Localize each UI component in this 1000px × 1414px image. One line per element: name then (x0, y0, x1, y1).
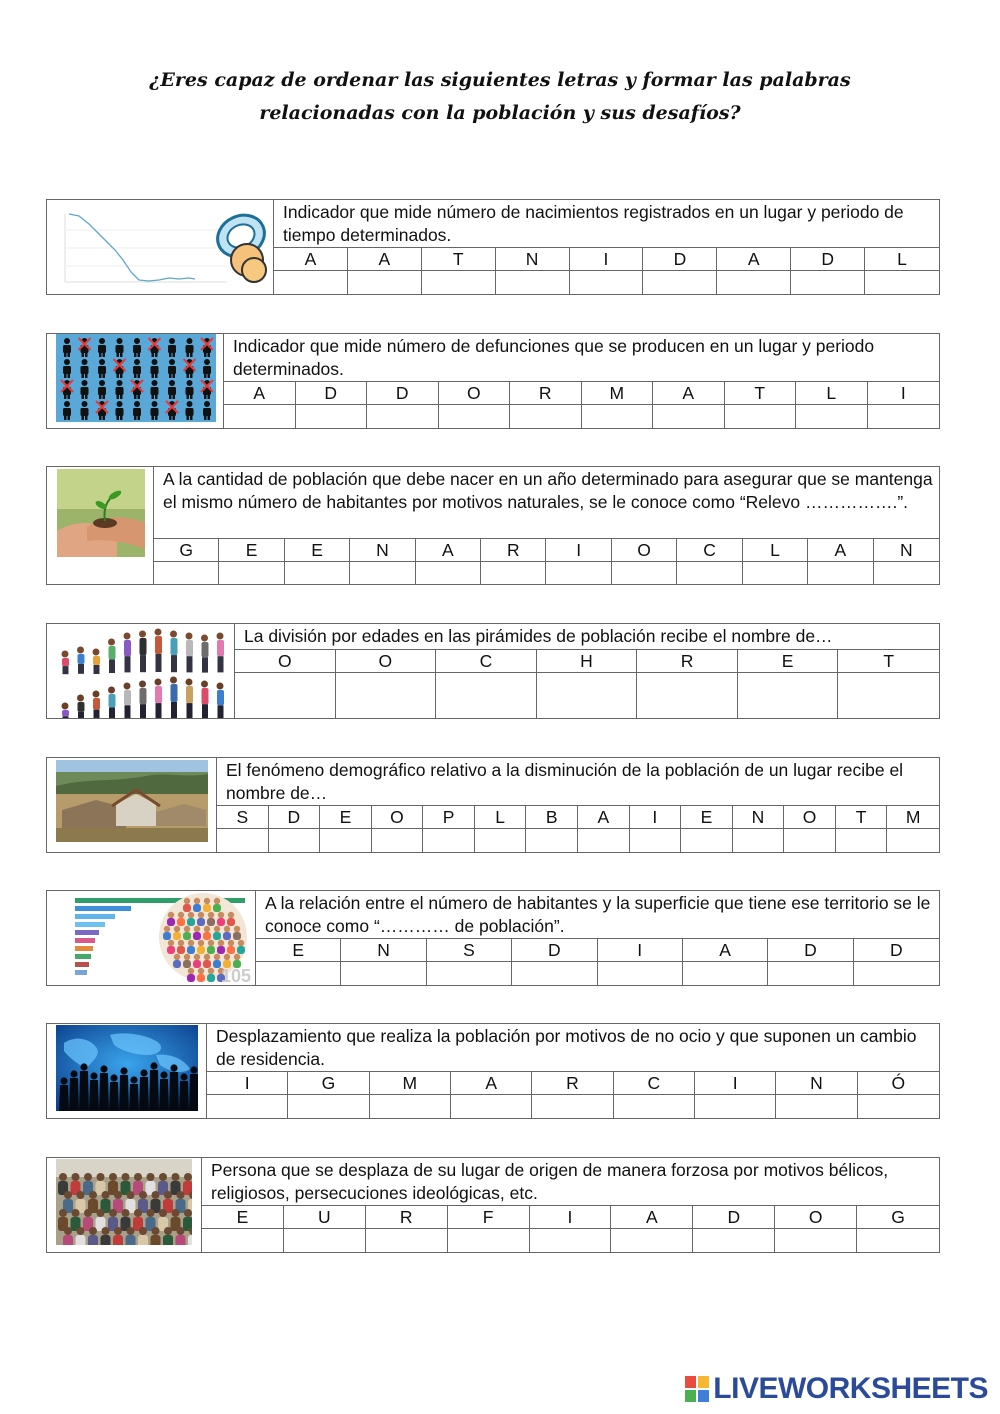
answer-cell[interactable] (439, 404, 511, 428)
title-line-2: relacionadas con la población y sus desafíos? (259, 102, 741, 124)
answer-cell[interactable] (598, 961, 683, 985)
letter-cell: D (693, 1205, 775, 1228)
answer-cell[interactable] (887, 828, 939, 852)
question-3 (46, 466, 940, 585)
question-content (235, 624, 939, 718)
letter-cell: T (725, 381, 797, 404)
scrambled-letters-row (207, 1071, 939, 1094)
answer-cell[interactable] (448, 1228, 530, 1252)
letter-cell: L (475, 805, 527, 828)
answer-row[interactable] (217, 828, 939, 852)
letter-cell: H (537, 649, 638, 672)
answer-cell[interactable] (681, 828, 733, 852)
question-image-cell (47, 758, 217, 852)
question-4 (46, 623, 940, 719)
letter-cell: G (857, 1205, 939, 1228)
letter-cell: A (274, 247, 348, 270)
answer-cell[interactable] (796, 404, 868, 428)
answer-row[interactable] (202, 1228, 939, 1252)
abandoned-village-image (56, 760, 208, 842)
answer-cell[interactable] (285, 561, 350, 584)
letter-cell: M (887, 805, 939, 828)
answer-cell[interactable] (733, 828, 785, 852)
question-content (224, 334, 939, 428)
answer-cell[interactable] (637, 672, 738, 718)
letter-cell: D (269, 805, 321, 828)
answer-cell[interactable] (154, 561, 219, 584)
question-text: A la cantidad de población que debe nacer en un año determinado para asegurar que se mantenga el mismo número de habitantes por motivos naturales, se le conoce como “Relevo …………….”. (163, 469, 933, 512)
answer-cell[interactable] (475, 828, 527, 852)
letter-cell: I (546, 538, 611, 561)
answer-row[interactable] (207, 1094, 939, 1118)
answer-cell[interactable] (219, 561, 284, 584)
question-1 (46, 199, 940, 295)
letter-cell: F (448, 1205, 530, 1228)
letter-cell: E (219, 538, 284, 561)
letter-cell: N (496, 247, 570, 270)
answer-cell[interactable] (630, 828, 682, 852)
letter-cell: N (733, 805, 785, 828)
letter-cell: P (423, 805, 475, 828)
answer-cell[interactable] (224, 404, 296, 428)
letter-cell: A (224, 381, 296, 404)
question-text: El fenómeno demográfico relativo a la disminución de la población de un lugar recibe el nombre de… (226, 760, 904, 803)
answer-cell[interactable] (366, 1228, 448, 1252)
question-image-cell (47, 624, 235, 718)
letter-cell: D (768, 938, 853, 961)
question-content (256, 891, 939, 985)
letter-cell: S (427, 938, 512, 961)
question-text: Persona que se desplaza de su lugar de origen de manera forzosa por motivos bélicos, religiosos, persecuciones ideológicas, etc. (211, 1160, 889, 1203)
letter-cell: L (796, 381, 868, 404)
answer-cell[interactable] (743, 561, 808, 584)
answer-cell[interactable] (677, 561, 742, 584)
question-content (202, 1158, 939, 1252)
answer-cell[interactable] (422, 270, 496, 294)
letter-cell: I (630, 805, 682, 828)
answer-row[interactable] (274, 270, 939, 294)
letter-cell: R (510, 381, 582, 404)
scrambled-letters-row (154, 538, 939, 561)
answer-cell[interactable] (350, 561, 415, 584)
liveworksheets-logo-icon (685, 1376, 709, 1402)
letter-cell: T (836, 805, 888, 828)
answer-cell[interactable] (217, 828, 269, 852)
answer-cell[interactable] (868, 404, 940, 428)
hands-plant-image (57, 469, 145, 557)
answer-cell[interactable] (836, 828, 888, 852)
answer-cell[interactable] (874, 561, 939, 584)
letter-cell: A (416, 538, 481, 561)
answer-cell[interactable] (570, 270, 644, 294)
question-6 (46, 890, 940, 986)
answer-cell[interactable] (207, 1094, 288, 1118)
answer-cell[interactable] (578, 828, 630, 852)
question-content (274, 200, 939, 294)
answer-cell[interactable] (530, 1228, 612, 1252)
question-content (217, 758, 939, 852)
answer-cell[interactable] (683, 961, 768, 985)
question-5 (46, 757, 940, 853)
letter-cell: C (614, 1071, 695, 1094)
letter-cell: M (370, 1071, 451, 1094)
letter-cell: O (336, 649, 437, 672)
density-ranking-image (51, 893, 251, 983)
question-image-cell (47, 1158, 202, 1252)
question-7 (46, 1023, 940, 1119)
letter-cell: D (643, 247, 717, 270)
letter-cell: E (256, 938, 341, 961)
answer-cell[interactable] (653, 404, 725, 428)
brand-name: LIVEWORKSHEETS (713, 1372, 988, 1405)
letter-cell: N (350, 538, 415, 561)
worksheet-title (0, 64, 1000, 130)
answer-cell[interactable] (546, 561, 611, 584)
letter-cell: O (235, 649, 336, 672)
letter-cell: E (285, 538, 350, 561)
answer-cell[interactable] (320, 828, 372, 852)
answer-cell[interactable] (274, 270, 348, 294)
answer-cell[interactable] (738, 672, 839, 718)
letter-cell: C (677, 538, 742, 561)
letter-cell: S (217, 805, 269, 828)
letter-cell: I (868, 381, 940, 404)
answer-cell[interactable] (854, 961, 939, 985)
answer-cell[interactable] (510, 404, 582, 428)
answer-cell[interactable] (370, 1094, 451, 1118)
answer-cell[interactable] (451, 1094, 532, 1118)
scrambled-letters-row (274, 247, 939, 270)
answer-cell[interactable] (643, 270, 717, 294)
question-image-cell (47, 1024, 207, 1118)
letter-cell: D (367, 381, 439, 404)
letter-cell: D (296, 381, 368, 404)
answer-cell[interactable] (808, 561, 873, 584)
answer-cell[interactable] (865, 270, 939, 294)
answer-cell[interactable] (775, 1228, 857, 1252)
liveworksheets-logo[interactable] (685, 1372, 988, 1406)
letter-cell: Ó (858, 1071, 939, 1094)
question-8 (46, 1157, 940, 1253)
letter-cell: M (582, 381, 654, 404)
scrambled-letters-row (235, 649, 939, 672)
answer-cell[interactable] (791, 270, 865, 294)
answer-cell[interactable] (611, 1228, 693, 1252)
letter-cell: T (422, 247, 496, 270)
answer-cell[interactable] (838, 672, 939, 718)
letter-cell: D (791, 247, 865, 270)
answer-cell[interactable] (614, 1094, 695, 1118)
letter-cell: G (154, 538, 219, 561)
letter-cell: O (775, 1205, 857, 1228)
letter-cell: A (653, 381, 725, 404)
answer-cell[interactable] (427, 961, 512, 985)
answer-cell[interactable] (526, 828, 578, 852)
letter-cell: C (436, 649, 537, 672)
letter-cell: O (439, 381, 511, 404)
question-image-cell (47, 334, 224, 428)
answer-cell[interactable] (256, 961, 341, 985)
letter-cell: G (288, 1071, 369, 1094)
letter-cell: L (865, 247, 939, 270)
letter-cell: N (874, 538, 939, 561)
letter-cell: E (738, 649, 839, 672)
people-icons-image (56, 334, 216, 422)
answer-cell[interactable] (512, 961, 597, 985)
letter-cell: A (717, 247, 791, 270)
question-text: A la relación entre el número de habitantes y la superficie que tiene ese territorio se le conoce como “………… de población”. (265, 893, 931, 936)
letter-cell: I (530, 1205, 612, 1228)
letter-cell: O (784, 805, 836, 828)
answer-cell[interactable] (768, 961, 853, 985)
answer-cell[interactable] (693, 1228, 775, 1252)
answer-cell[interactable] (436, 672, 537, 718)
answer-cell[interactable] (496, 270, 570, 294)
question-2 (46, 333, 940, 429)
migration-silhouettes-image (56, 1025, 198, 1111)
letter-cell: R (481, 538, 546, 561)
letter-cell: U (284, 1205, 366, 1228)
letter-cell: A (451, 1071, 532, 1094)
letter-cell: N (776, 1071, 857, 1094)
question-text: La división por edades en las pirámides de población recibe el nombre de… (244, 626, 833, 646)
answer-cell[interactable] (582, 404, 654, 428)
question-text: Indicador que mide número de defunciones que se producen en un lugar y periodo determinados. (233, 336, 875, 379)
letter-cell: A (578, 805, 630, 828)
answer-cell[interactable] (235, 672, 336, 718)
letter-cell: I (207, 1071, 288, 1094)
letter-cell: D (854, 938, 939, 961)
question-text: Indicador que mide número de nacimientos registrados en un lugar y periodo de tiempo determinados. (283, 202, 904, 245)
answer-cell[interactable] (784, 828, 836, 852)
answer-cell[interactable] (296, 404, 368, 428)
answer-cell[interactable] (612, 561, 677, 584)
letter-cell: O (372, 805, 424, 828)
question-content (154, 467, 939, 584)
question-image-cell (47, 200, 274, 294)
scrambled-letters-row (202, 1205, 939, 1228)
answer-cell[interactable] (532, 1094, 613, 1118)
svg-text:105: 105 (221, 966, 251, 983)
letter-cell: L (743, 538, 808, 561)
answer-cell[interactable] (717, 270, 791, 294)
letter-cell: I (570, 247, 644, 270)
letter-cell: A (348, 247, 422, 270)
answer-cell[interactable] (776, 1094, 857, 1118)
answer-cell[interactable] (269, 828, 321, 852)
letter-cell: E (320, 805, 372, 828)
question-text: Desplazamiento que realiza la población por motivos de no ocio y que suponen un cambio de residencia. (216, 1026, 917, 1069)
answer-cell[interactable] (423, 828, 475, 852)
birth-rate-chart-image (47, 200, 274, 294)
answer-cell[interactable] (288, 1094, 369, 1118)
letter-cell: A (611, 1205, 693, 1228)
scrambled-letters-row (224, 381, 939, 404)
people-ages-image (53, 624, 229, 718)
answer-cell[interactable] (348, 270, 422, 294)
question-content (207, 1024, 939, 1118)
scrambled-letters-row (256, 938, 939, 961)
letter-cell: I (598, 938, 683, 961)
answer-cell[interactable] (341, 961, 426, 985)
letter-cell: D (512, 938, 597, 961)
letter-cell: R (532, 1071, 613, 1094)
question-image-cell (47, 891, 256, 985)
answer-cell[interactable] (537, 672, 638, 718)
letter-cell: I (695, 1071, 776, 1094)
answer-cell[interactable] (695, 1094, 776, 1118)
answer-cell[interactable] (416, 561, 481, 584)
answer-cell[interactable] (202, 1228, 284, 1252)
letter-cell: E (681, 805, 733, 828)
answer-cell[interactable] (725, 404, 797, 428)
answer-cell[interactable] (857, 1228, 939, 1252)
answer-cell[interactable] (336, 672, 437, 718)
answer-row[interactable] (224, 404, 939, 428)
letter-cell: R (637, 649, 738, 672)
answer-cell[interactable] (481, 561, 546, 584)
letter-cell: E (202, 1205, 284, 1228)
letter-cell: B (526, 805, 578, 828)
answer-row[interactable] (256, 961, 939, 985)
letter-cell: T (838, 649, 939, 672)
letter-cell: R (366, 1205, 448, 1228)
scrambled-letters-row (217, 805, 939, 828)
title-line-1: ¿Eres capaz de ordenar las siguientes letras y formar las palabras (149, 69, 851, 91)
letter-cell: A (683, 938, 768, 961)
answer-cell[interactable] (367, 404, 439, 428)
question-image-cell (47, 467, 154, 584)
letter-cell: N (341, 938, 426, 961)
answer-cell[interactable] (372, 828, 424, 852)
letter-cell: A (808, 538, 873, 561)
answer-row[interactable] (235, 672, 939, 718)
answer-row[interactable] (154, 561, 939, 584)
answer-cell[interactable] (284, 1228, 366, 1252)
letter-cell: O (612, 538, 677, 561)
answer-cell[interactable] (858, 1094, 939, 1118)
refugees-image (56, 1159, 192, 1245)
